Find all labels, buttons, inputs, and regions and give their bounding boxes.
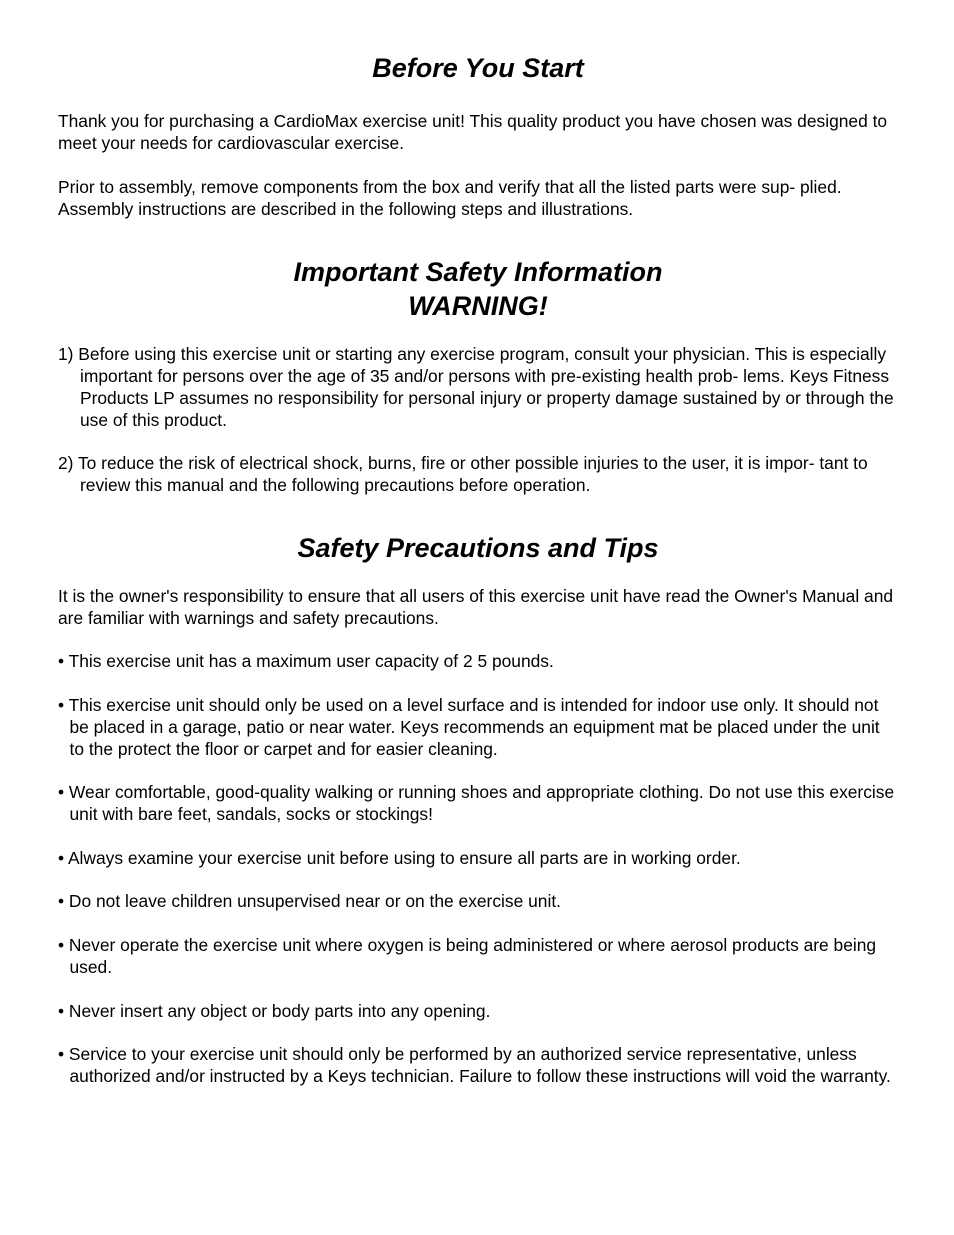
precaution-bullet-text: • Wear comfortable, good-quality walking or running shoes and appropriate clothing. Do not use this exercise unit with bare feet, sandals, socks or stockings! [58, 782, 895, 824]
precaution-bullet [58, 781, 898, 825]
precaution-bullet-text: • Do not leave children unsupervised near or on the exercise unit. [58, 891, 561, 911]
warning-item-text: 2) To reduce the risk of electrical shock, burns, fire or other possible injuries to the user, it is impor- tant to review this manual and the following precautions before operation. [58, 453, 868, 495]
warning-title: WARNING! [408, 291, 548, 321]
precaution-bullet [58, 1000, 898, 1022]
precaution-bullet [58, 694, 898, 760]
intro-paragraph-assembly: Prior to assembly, remove components from the box and verify that all the listed parts were sup- plied. Assembly instructions are described in the following steps and illustrations. [58, 177, 842, 219]
safety-precautions-heading: Safety Precautions and Tips [297, 533, 659, 563]
precaution-bullet [58, 650, 898, 672]
precaution-bullet [58, 1043, 898, 1087]
warning-item-text: 1) Before using this exercise unit or starting any exercise program, consult your physician. This is especially important for persons over the age of 35 and/or persons with pre-existing health prob- lems. Keys Fitness Products LP assumes no responsibility for personal injury or property damage sustained by or through the use of this product. [58, 344, 894, 430]
precaution-bullet-text: • Never insert any object or body parts into any opening. [58, 1001, 491, 1021]
precautions-intro: It is the owner's responsibility to ensure that all users of this exercise unit have read the Owner's Manual and are familiar with warnings and safety precautions. [58, 586, 894, 628]
precaution-bullet-text: • This exercise unit has a maximum user capacity of 2 5 pounds. [58, 651, 554, 671]
before-you-start-heading: Before You Start [372, 53, 584, 83]
precaution-bullet [58, 890, 898, 912]
precaution-bullet-text: • Always examine your exercise unit before using to ensure all parts are in working order. [58, 848, 741, 868]
safety-information-heading [58, 255, 898, 323]
precaution-bullet-text: • Never operate the exercise unit where oxygen is being administered or where aerosol products are being used. [58, 935, 877, 977]
safety-information-title: Important Safety Information [293, 257, 663, 287]
precaution-bullet-text: • This exercise unit should only be used on a level surface and is intended for indoor use only. It should not be placed in a garage, patio or near water. Keys recommends an equipment mat be placed under the unit to the protect the floor or carpet and for easier cleaning. [58, 695, 880, 759]
warning-item-physician [58, 343, 898, 431]
warning-item-electrical [58, 452, 898, 496]
precaution-bullet [58, 847, 898, 869]
precaution-bullet [58, 934, 898, 978]
precaution-bullet-text: • Service to your exercise unit should only be performed by an authorized service representative, unless authorized and/or instructed by a Keys technician. Failure to follow these instructions will void the warranty. [58, 1044, 891, 1086]
intro-paragraph-thank-you: Thank you for purchasing a CardioMax exercise unit! This quality product you have chosen was designed to meet your needs for cardiovascular exercise. [58, 111, 888, 153]
